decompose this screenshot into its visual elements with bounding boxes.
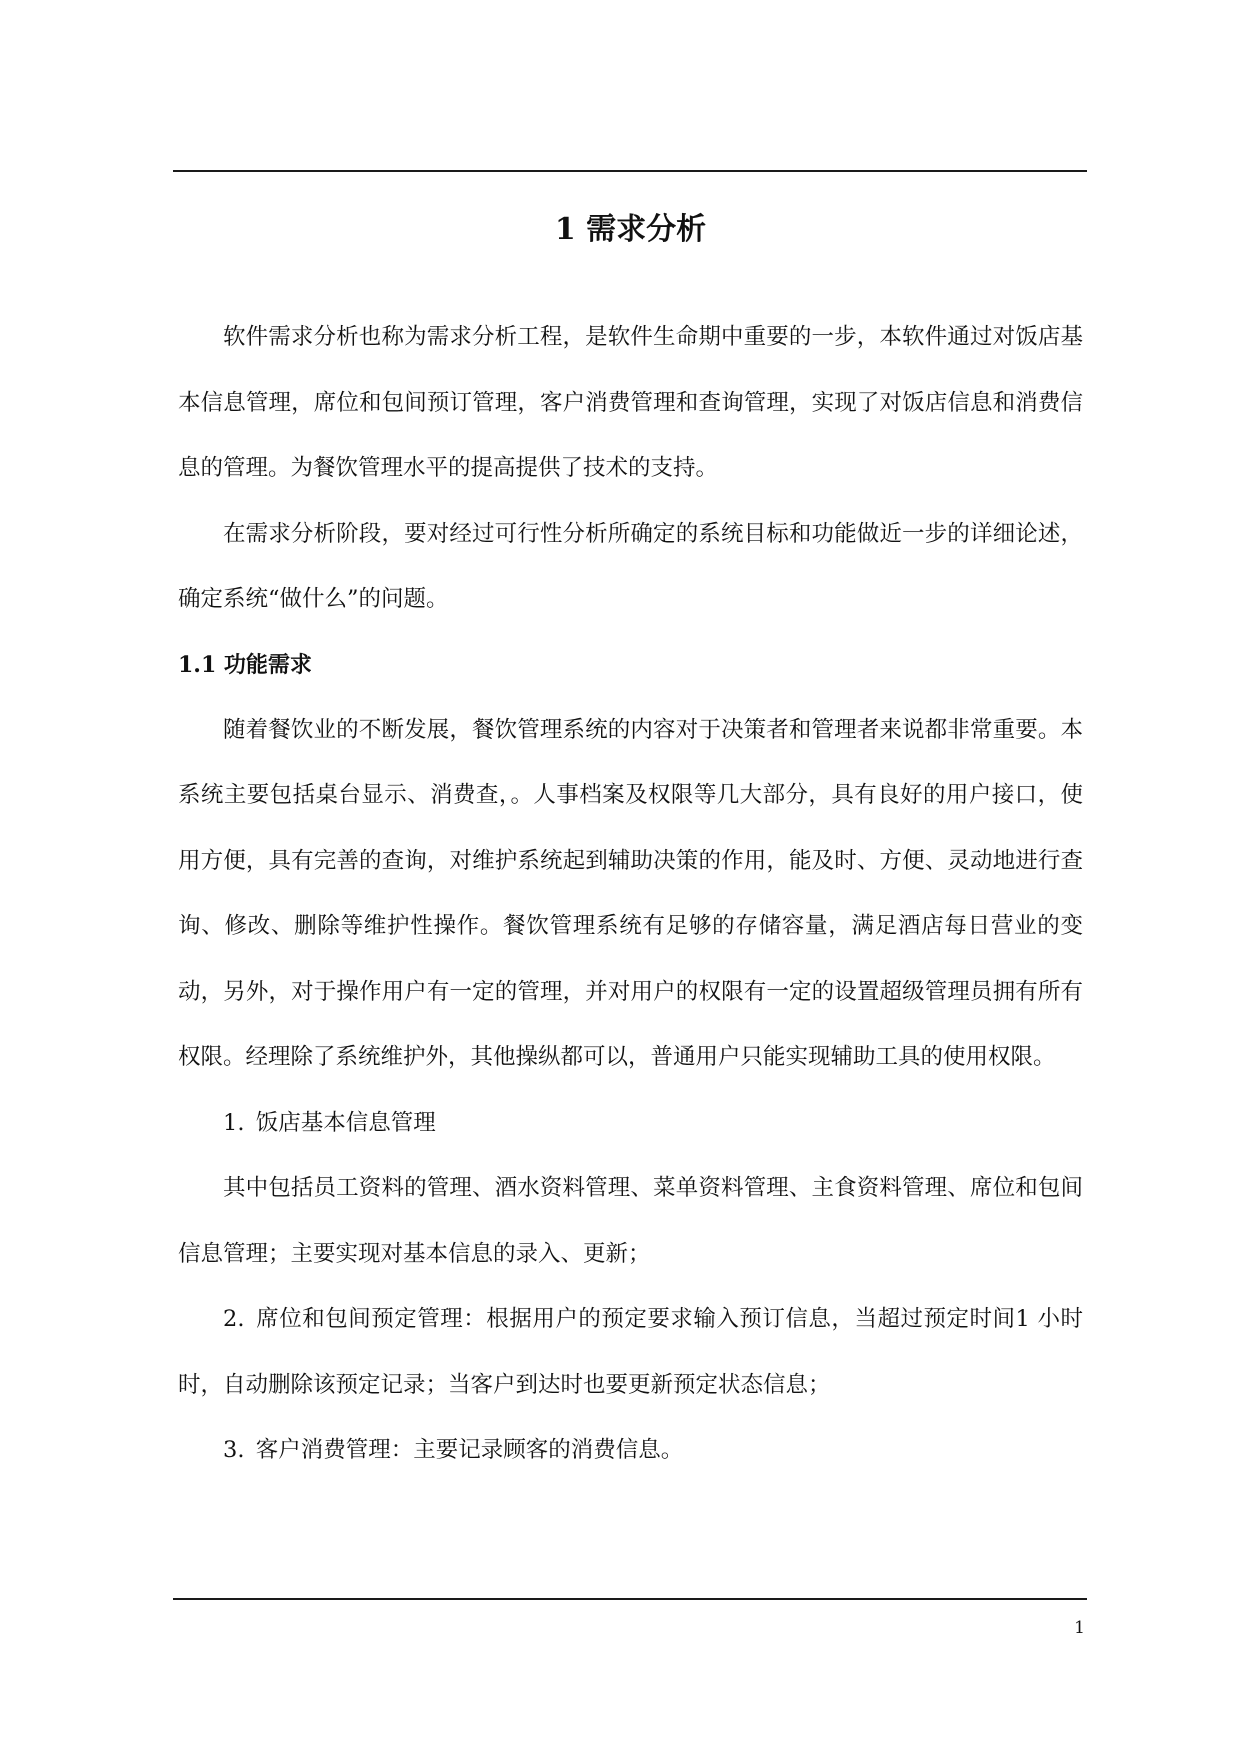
list-item-text: 席位和包间预定管理：根据用户的预定要求输入预订信息，当超过预定时间1 小时时，自动删除该预定记录；当客户到达时也要更新预定状态信息； xyxy=(178,1306,1083,1398)
list-item-number: 1. xyxy=(223,1109,245,1136)
list-item-detail: 其中包括员工资料的管理、酒水资料管理、菜单资料管理、主食资料管理、席位和包间信息管理；主要实现对基本信息的录入、更新； xyxy=(178,1175,1083,1267)
intro-paragraph: 软件需求分析也称为需求分析工程，是软件生命期中重要的一步，本软件通过对饭店基本信息管理，席位和包间预订管理，客户消费管理和查询管理，实现了对饭店信息和消费信息的管理。为餐饮管理水平的提高提供了技术的支持。 xyxy=(178,324,1083,481)
section-title: 1.1 功能需求 xyxy=(178,651,312,678)
list-item-number: 2. xyxy=(223,1306,245,1332)
header-rule xyxy=(173,170,1087,172)
section-paragraph: 随着餐饮业的不断发展，餐饮管理系统的内容对于决策者和管理者来说都非常重要。本系统主要包括桌台显示、消费查，。人事档案及权限等几大部分，具有良好的用户接口，使用方便，具有完善的查询，对维护系统起到辅助决策的作用，能及时、方便、灵动地进行查询、修改、删除等维护性操作。餐饮管理系统有足够的存储容量，满足酒店每日营业的变动，另外，对于操作用户有一定的管理，并对用户的权限有一定的设置超级管理员拥有所有权限。经理除了系统维护外，其他操纵都可以，普通用户只能实现辅助工具的使用权限。 xyxy=(178,716,1083,1070)
list-item-number: 3. xyxy=(223,1437,245,1463)
page-content xyxy=(178,198,1083,1484)
footer-rule xyxy=(173,1598,1087,1600)
list-item-text: 客户消费管理：主要记录顾客的消费信息。 xyxy=(255,1437,684,1463)
page-number: 1 xyxy=(1074,1618,1085,1638)
chapter-title: 1 需求分析 xyxy=(554,212,707,247)
intro-paragraph: 在需求分析阶段，要对经过可行性分析所确定的系统目标和功能做近一步的详细论述，确定系统“做什么”的问题。 xyxy=(178,520,1083,612)
list-item xyxy=(178,1418,1083,1484)
list-item xyxy=(178,1091,1083,1157)
list-item xyxy=(178,1287,1083,1418)
list-item-text: 饭店基本信息管理 xyxy=(255,1109,436,1136)
